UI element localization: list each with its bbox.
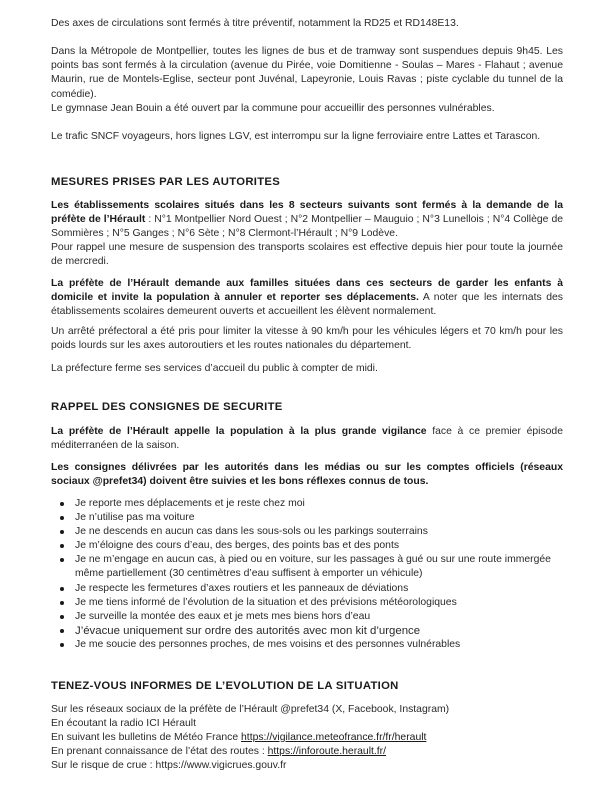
rappel-p2-bold: Les consignes délivrées par les autorités dans les médias ou sur les comptes officiels (réseaux sociaux @prefet34) doivent être suivies et les bons réflexes connus de tous. bbox=[51, 462, 563, 488]
list-item: Je m’éloigne des cours d’eau, des berges, des points bas et des ponts bbox=[51, 539, 563, 553]
list-item: Je n’utilise pas ma voiture bbox=[51, 511, 563, 525]
intro-paragraph-1: Des axes de circulations sont fermés à titre préventif, notamment la RD25 et RD148E13. bbox=[51, 18, 459, 29]
info-routes-text: En prenant connaissance de l’état des routes : bbox=[51, 746, 268, 757]
rappel-paragraph-1 bbox=[51, 425, 563, 453]
section-heading-rappel: RAPPEL DES CONSIGNES DE SECURITE bbox=[51, 401, 283, 413]
list-item: Je ne m’engage en aucun cas, à pied ou en voiture, sur les passages à gué ou sur une route immergée même partiellement (30 centimètres d’eau suffisent à emporter un véhicule) bbox=[51, 553, 563, 581]
mesures-p1-bold: Les établissements scolaires situés dans les 8 secteurs suivants sont fermés à la demande de la préfète de l’Hérault bbox=[51, 200, 563, 226]
mesures-paragraph-3: Un arrêté préfectoral a été pris pour limiter la vitesse à 90 km/h pour les véhicules légers et 70 km/h pour les poids lourds sur les axes autoroutiers et les routes nationales du département. bbox=[51, 326, 563, 352]
mesures-paragraph-4: La préfecture ferme ses services d’accueil du public à compter de midi. bbox=[51, 363, 378, 374]
intro-paragraph-3: Le gymnase Jean Bouin a été ouvert par la commune pour accueillir des personnes vulnérables. bbox=[51, 103, 495, 114]
rappel-p1-bold: La préfète de l’Hérault appelle la population à la plus grande vigilance bbox=[51, 426, 427, 437]
info-line-radio: En écoutant la radio ICI Hérault bbox=[51, 718, 196, 729]
mesures-p2-rest: A noter que les internats des établissements scolaires demeurent ouverts et accueillent les élèvent normalement. bbox=[51, 292, 563, 318]
list-item: Je reporte mes déplacements et je reste chez moi bbox=[51, 497, 563, 511]
mesures-paragraph-1b: Pour rappel une mesure de suspension des transports scolaires est effective depuis hier pour toute la journée de mercredi. bbox=[51, 242, 563, 268]
meteofrance-link[interactable]: https://vigilance.meteofrance.fr/fr/herault bbox=[241, 732, 427, 743]
rappel-paragraph-2 bbox=[51, 461, 563, 489]
info-meteo-text: En suivant les bulletins de Météo France bbox=[51, 732, 242, 743]
mesures-p2-bold: La préfète de l’Hérault demande aux familles situées dans ces secteurs de garder les enfants à domicile et invite la population à annuler et reporter ses déplacements. bbox=[51, 278, 563, 304]
info-line-crue: Sur le risque de crue : https://www.vigicrues.gouv.fr bbox=[51, 760, 287, 771]
safety-instructions-list bbox=[51, 497, 563, 652]
list-item: Je me tiens informé de l’évolution de la situation et des prévisions météorologiques bbox=[51, 596, 563, 610]
mesures-paragraph-2 bbox=[51, 277, 563, 320]
inforoute-link[interactable]: https://inforoute.herault.fr/ bbox=[267, 746, 387, 757]
section-heading-info: TENEZ-VOUS INFORMES DE L’EVOLUTION DE LA SITUATION bbox=[51, 680, 399, 692]
section-heading-mesures: MESURES PRISES PAR LES AUTORITES bbox=[51, 176, 281, 188]
rappel-p1-rest: face à ce premier épisode méditerranéen de la saison. bbox=[51, 426, 563, 452]
info-line-social: Sur les réseaux sociaux de la préfète de l’Hérault @prefet34 (X, Facebook, Instagram) bbox=[51, 704, 450, 715]
list-item: Je ne descends en aucun cas dans les sous-sols ou les parkings souterrains bbox=[51, 525, 563, 539]
intro-paragraph-4: Le trafic SNCF voyageurs, hors lignes LGV, est interrompu sur la ligne ferroviaire entre Lattes et Tarascon. bbox=[51, 131, 541, 142]
intro-paragraph-2: Dans la Métropole de Montpellier, toutes les lignes de bus et de tramway sont suspendues depuis 9h45. Les points bas sont fermés à la circulation (avenue du Pirée, voie Domitienne - Soulas – Mares - Flahaut ; avenue Maurin, rue de Montels-Eglise, secteur pont Juvénal, Lapeyronie, Louis Ravas ; piste cyclable du tunnel de la comédie). bbox=[51, 46, 563, 100]
list-item: J’évacue uniquement sur ordre des autorités avec mon kit d’urgence bbox=[51, 624, 563, 638]
mesures-paragraph-1 bbox=[51, 199, 563, 242]
list-item: Je surveille la montée des eaux et je mets mes biens hors d’eau bbox=[51, 610, 563, 624]
mesures-p1-rest: : N°1 Montpellier Nord Ouest ; N°2 Montpellier – Mauguio ; N°3 Lunellois ; N°4 Collège de Sommières ; N°5 Ganges ; N°6 Sète ; N°8 Clermont-l’Hérault ; N°9 Lodève. bbox=[51, 214, 563, 240]
list-item: Je me soucie des personnes proches, de mes voisins et des personnes vulnérables bbox=[51, 638, 563, 652]
info-line-meteo bbox=[51, 731, 563, 745]
info-line-routes bbox=[51, 745, 563, 759]
list-item: Je respecte les fermetures d’axes routiers et les panneaux de déviations bbox=[51, 582, 563, 596]
